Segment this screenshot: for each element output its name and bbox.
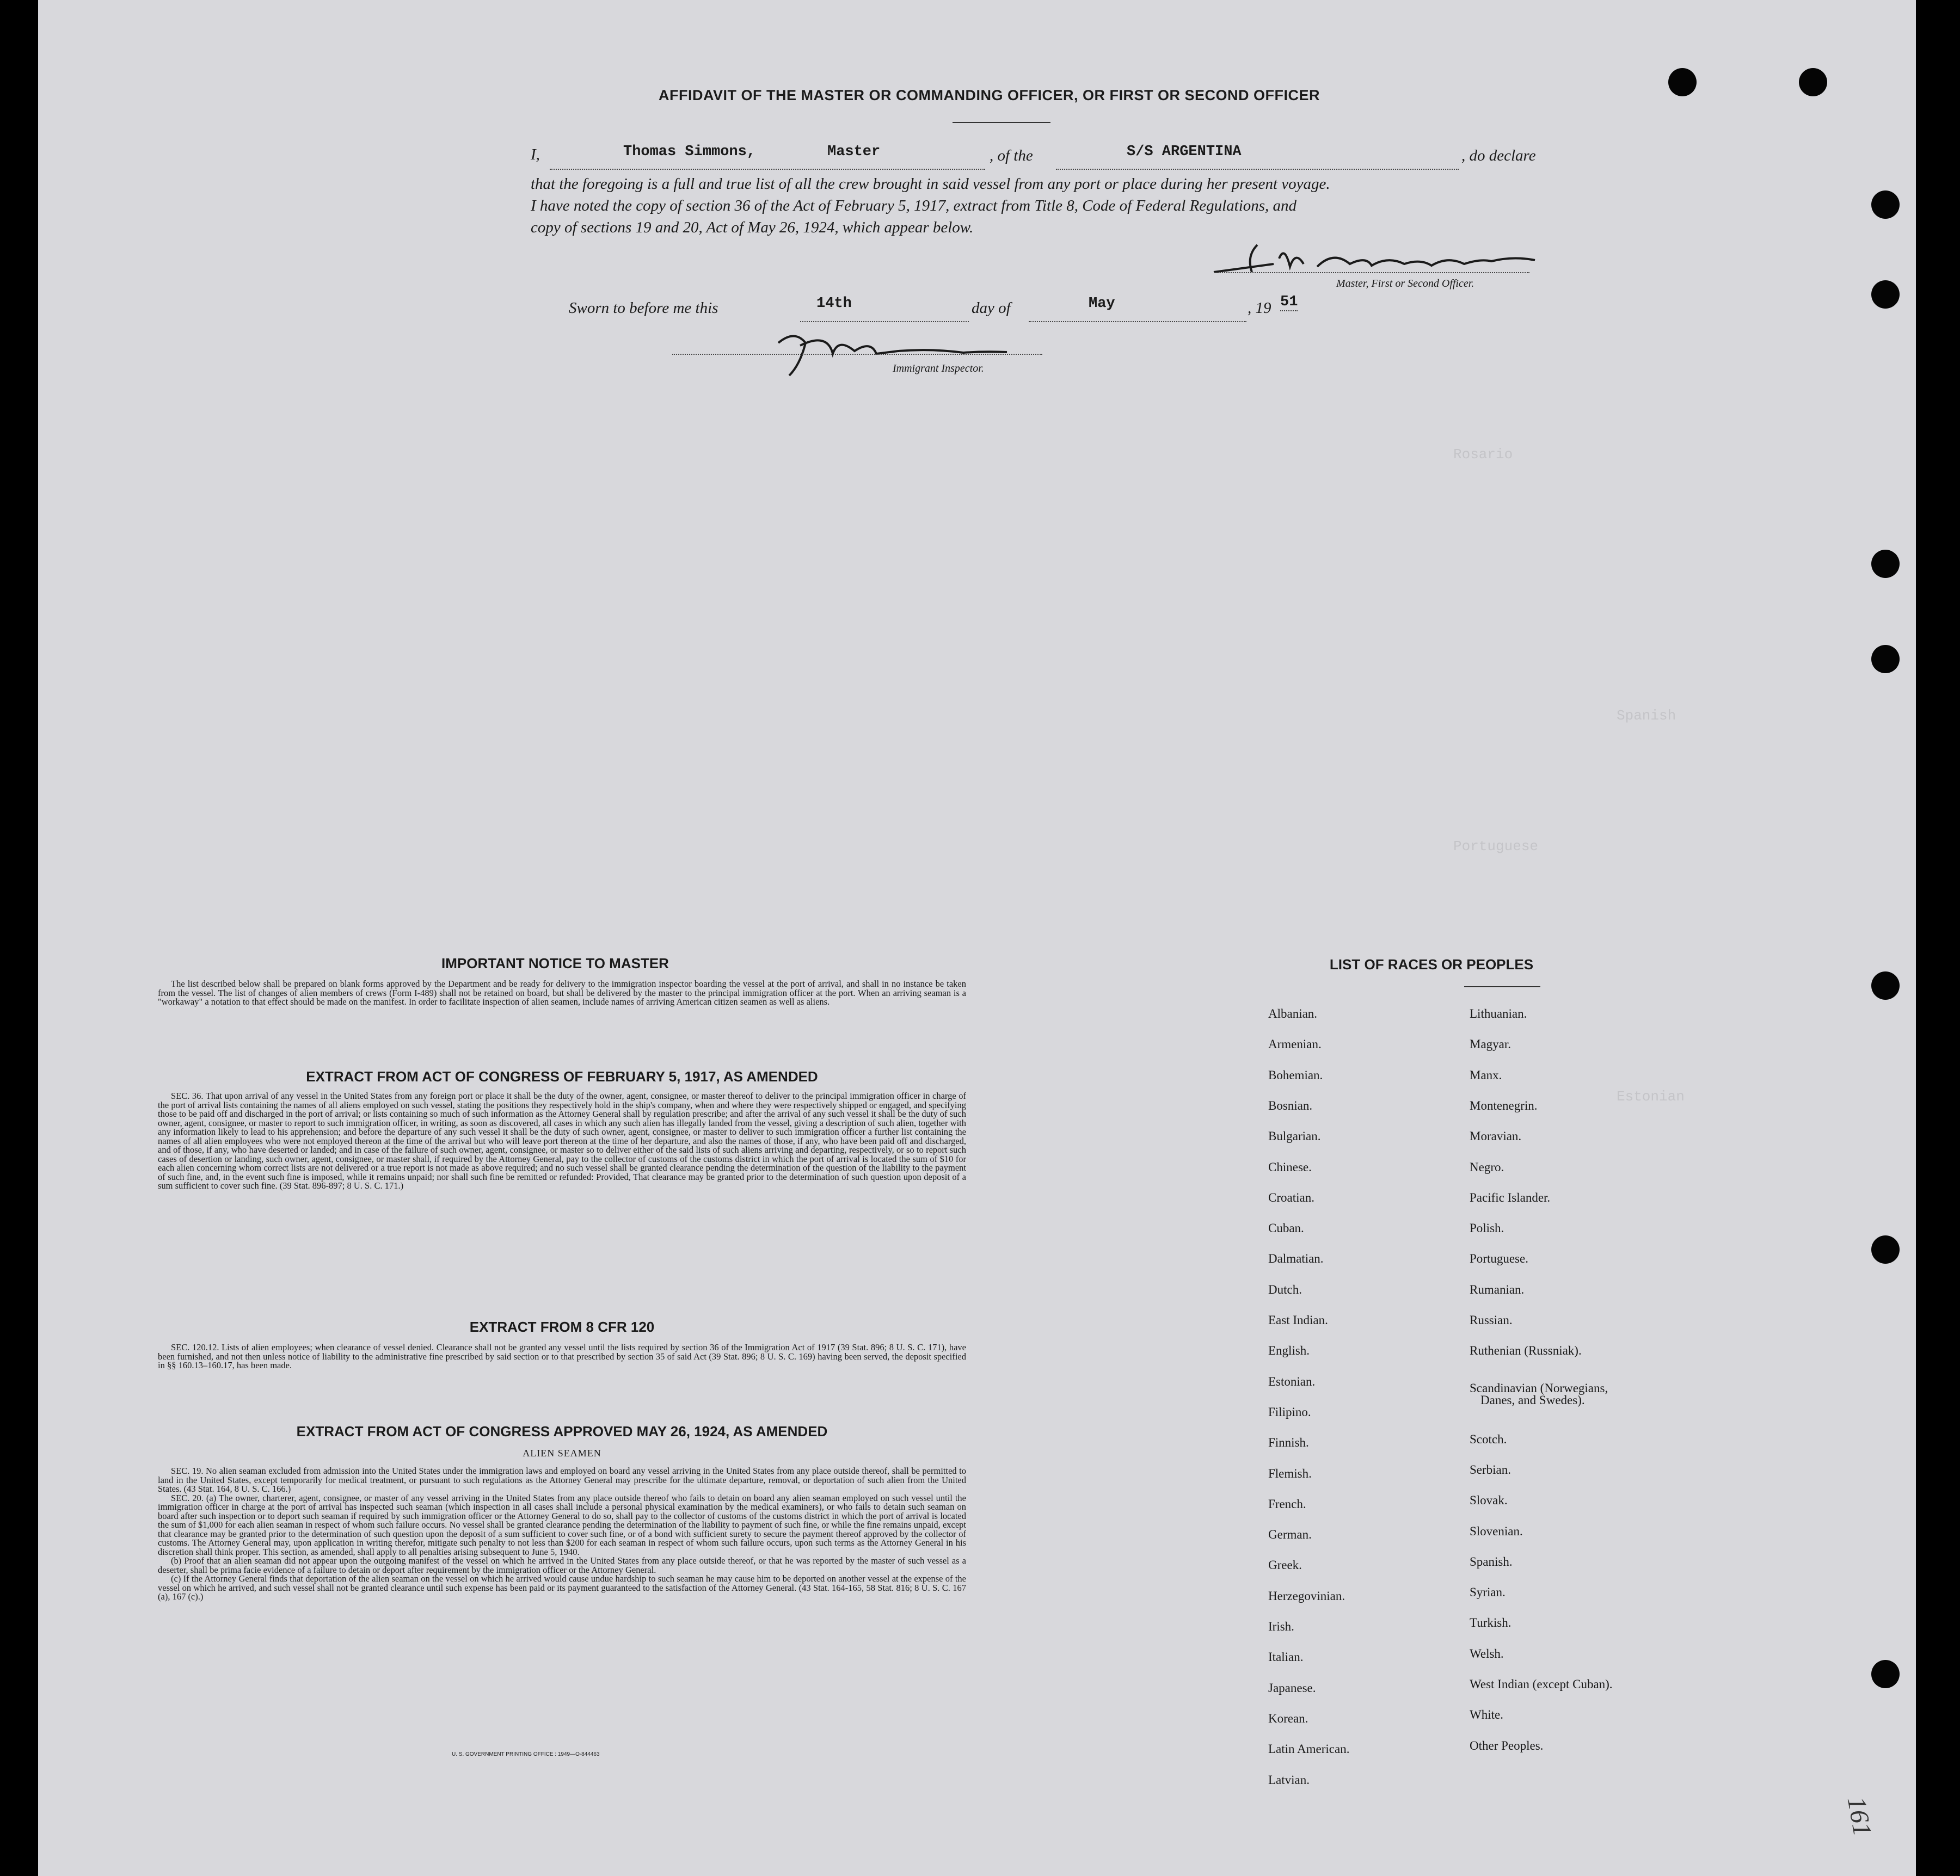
race-item: Serbian. — [1470, 1462, 1512, 1477]
printing-office-line: U. S. GOVERNMENT PRINTING OFFICE : 1949—O-844463 — [452, 1751, 600, 1757]
race-item: Turkish. — [1470, 1616, 1512, 1630]
race-item: Herzegovinian. — [1268, 1589, 1345, 1603]
section-20b: (b) Proof that an alien seaman did not appear upon the outgoing manifest of the vessel on which he arrived in the United States from any place outside thereof, or that he was reported by the master of such vessel as a deserter, shall be prima facie evidence of a failure to detain or deport after requirement by the immigration officer or the Attorney General. — [158, 1555, 966, 1575]
races-title-rule — [1464, 986, 1540, 987]
extract-1924-title: EXTRACT FROM ACT OF CONGRESS APPROVED MAY 26, 1924, AS AMENDED — [296, 1423, 828, 1440]
vessel-name: S/S ARGENTINA — [1127, 144, 1242, 160]
declare-label: , do declare — [1461, 147, 1536, 164]
sworn-month: May — [1089, 296, 1115, 312]
race-item: Chinese. — [1268, 1160, 1312, 1174]
affidavit-line-4: copy of sections 19 and 20, Act of May 26, 1924, which appear below. — [531, 219, 974, 236]
document-page — [38, 0, 1916, 1876]
race-item: Russian. — [1470, 1313, 1513, 1327]
extract-1917-title: EXTRACT FROM ACT OF CONGRESS OF FEBRUARY 5, 1917, AS AMENDED — [306, 1068, 818, 1085]
race-item: Polish. — [1470, 1221, 1504, 1235]
binder-hole — [1871, 971, 1900, 1000]
master-name-line — [550, 147, 985, 170]
race-item: Syrian. — [1470, 1585, 1506, 1600]
day-of-label: day of — [972, 299, 1011, 317]
title-rule — [953, 122, 1050, 123]
section-20a: SEC. 20. (a) The owner, charterer, agent, consignee, or master of any vessel arriving in the United States from any place outside thereof who fails to detain on board any alien seaman employed on such vessel until the immigration officer in charge at the port of arrival has inspected such seaman (which inspection in all cases shall include a personal physical examination by the medical examiners), or who fails to detain such seaman on board after such inspection or to deport such seaman if required by such immigration officer or the Attorney General to do so, shall pay to the collector of customs of the customs district in which the port of arrival is located the sum of $1,000 for each alien seaman in respect of whom such failure occurs. No vessel shall be granted clearance pending the determination of the liability to payment of such fine, or while the fine remains unpaid, except that clearance may be granted prior to the determination of such question upon the deposit of a sum sufficient to cover such fine, or of a bond with sufficient surety to secure the payment thereof approved by the collector of customs. The Attorney General may, upon application in writing therefor, mitigate such penalty to not less than $200 for each seaman in respect of whom such failure occurs, upon such terms as the Attorney General in his discretion shall think proper. This section, as amended, shall apply to all penalties arising subsequent to June 5, 1940. — [158, 1492, 966, 1557]
binder-hole — [1668, 68, 1697, 96]
month-line — [1029, 299, 1246, 322]
race-item: Finnish. — [1268, 1436, 1309, 1450]
race-item: White. — [1470, 1708, 1503, 1722]
race-item: Flemish. — [1268, 1466, 1312, 1480]
race-item: Magyar. — [1470, 1037, 1512, 1051]
race-item: Danes, and Swedes). — [1480, 1393, 1585, 1407]
extract-1924-subtitle: ALIEN SEAMEN — [523, 1448, 601, 1459]
race-item: Scandinavian (Norwegians, — [1470, 1381, 1608, 1395]
bleed-through-mark: Rosario — [1453, 446, 1513, 463]
race-item: Spanish. — [1470, 1554, 1513, 1569]
sworn-label: Sworn to before me this — [569, 299, 718, 317]
section-20c: (c) If the Attorney General finds that deportation of the alien seaman on the vessel on which he arrived would cause undue hardship to such seaman he may cause him to be deported on another vessel at the expense of the vessel on which he arrived, and such vessel shall not be granted clearance until such expense has been paid or its payment guaranteed to the satisfaction of the Attorney General. (43 Stat. 164-165, 58 Stat. 816; 8 U. S. C. 167 (a), 167 (c).) — [158, 1573, 966, 1602]
race-item: Latin American. — [1268, 1742, 1350, 1756]
race-item: Bosnian. — [1268, 1098, 1313, 1112]
race-item: Filipino. — [1268, 1405, 1311, 1419]
binder-hole — [1871, 190, 1900, 219]
race-item: Welsh. — [1470, 1646, 1504, 1660]
binder-hole — [1871, 1660, 1900, 1688]
race-item: Negro. — [1470, 1160, 1504, 1174]
binder-hole — [1871, 1235, 1900, 1264]
affidavit-line-3: I have noted the copy of section 36 of the Act of February 5, 1917, extract from Title 8, Code of Federal Regulations, and — [531, 197, 1297, 214]
race-item: East Indian. — [1268, 1313, 1328, 1327]
inspector-caption: Immigrant Inspector. — [893, 362, 984, 374]
extract-8cfr-title: EXTRACT FROM 8 CFR 120 — [469, 1319, 655, 1335]
race-item: West Indian (except Cuban). — [1470, 1677, 1613, 1691]
notice-text — [158, 980, 966, 1007]
affidavit-title: AFFIDAVIT OF THE MASTER OR COMMANDING OFFICER, OR FIRST OR SECOND OFFICER — [659, 87, 1320, 103]
extract-1917-text — [158, 1092, 966, 1191]
bleed-through-mark: Spanish — [1617, 708, 1676, 724]
year-suffix: 51 — [1280, 294, 1298, 310]
race-item: Dalmatian. — [1268, 1252, 1324, 1266]
master-title: Master — [827, 144, 881, 160]
race-item: English. — [1268, 1344, 1310, 1358]
extract-1917-paragraph: SEC. 36. That upon arrival of any vessel in the United States from any foreign port or place it shall be the duty of the owner, agent, consignee, or master thereof to deliver to the principal immigration officer in charge of the port of arrival lists containing the names of all aliens employed on such vessel, stating the positions they respectively hold in the ship's company, when and where they were respectively shipped or engaged, and specifying those to be paid off and discharged in the port of arrival; or lists containing so much of such information as the Attorney General shall by regulation prescribe; and after the arrival of any such vessel it shall be the duty of such owner, agent, consignee, or master to report to such immigration officer, in writing, as soon as discovered, all cases in which any such alien has illegally landed from the vessel, giving a description of such alien, together with any information likely to lead to his apprehension; and before the departure of any such vessel it shall be the duty of such owner, agent, consignee, or master to deliver to such immigration officer a further list containing the names of all alien employees who were not employed thereon at the time of the arrival but who will leave port thereon at the time of her departure, and also the names of those, if any, who have been paid off and discharged, and of those, if any, who have deserted or landed; and in case of the failure of such owner, agent, consignee, or master so to deliver either of the said lists of such aliens arriving and departing, respectively, or so to report such cases of desertion or landing, such owner, agent, consignee, or master shall, if required by the Attorney General, pay to the collector of customs of the customs district in which the port of arrival is located the sum of $10 for each alien concerning whom correct lists are not delivered or a true report is not made as above required; and no such vessel shall be granted clearance pending the determination of the question of the liability to the payment of such fine, and, in the event such fine is imposed, while it remains unpaid; nor shall such fine be remitted or refunded: Provided, That clearance may be granted prior to the determination of such question upon deposit of a sum sufficient to cover such fine. (39 Stat. 896-897; 8 U. S. C. 171.) — [158, 1091, 966, 1191]
year-prefix: , 19 — [1248, 299, 1271, 317]
race-item: Estonian. — [1268, 1374, 1316, 1388]
binder-hole — [1871, 550, 1900, 578]
master-signature — [1208, 234, 1562, 283]
race-item: Japanese. — [1268, 1681, 1316, 1695]
race-item: Rumanian. — [1470, 1282, 1525, 1296]
bleed-through-mark: Portuguese — [1453, 838, 1539, 854]
race-item: Bulgarian. — [1268, 1129, 1321, 1143]
race-item: Portuguese. — [1470, 1252, 1528, 1266]
race-item: Bohemian. — [1268, 1068, 1323, 1082]
master-caption: Master, First or Second Officer. — [1336, 278, 1474, 290]
race-item: Pacific Islander. — [1470, 1190, 1551, 1204]
race-item: Armenian. — [1268, 1037, 1322, 1051]
extract-8cfr-text — [158, 1343, 966, 1370]
race-item: Other Peoples. — [1470, 1738, 1544, 1752]
sworn-day: 14th — [816, 296, 852, 312]
margin-mark: 161 — [1841, 1794, 1877, 1838]
bleed-through-mark: Estonian — [1617, 1088, 1685, 1105]
section-19: SEC. 19. No alien seaman excluded from admission into the United States under the immigration laws and employed on board any vessel arriving in the United States from any place outside thereof, shall be permitted to land in the United States, except temporarily for medical treatment, or pursuant to such regulations as the Attorney General may prescribe for the ultimate departure, removal, or deportation of such alien from the United States. (43 Stat. 164, 8 U. S. C. 166.) — [158, 1466, 966, 1494]
master-name: Thomas Simmons, — [623, 144, 756, 160]
race-item: Montenegrin. — [1470, 1098, 1538, 1112]
binder-hole — [1871, 280, 1900, 309]
race-item: German. — [1268, 1528, 1312, 1542]
races-title: LIST OF RACES OR PEOPLES — [1329, 956, 1534, 973]
vessel-line — [1056, 147, 1459, 170]
race-item: Moravian. — [1470, 1129, 1522, 1143]
race-item: Albanian. — [1268, 1007, 1318, 1020]
race-item: Italian. — [1268, 1650, 1304, 1664]
affidavit-line-2: that the foregoing is a full and true list of all the crew brought in said vessel from any port or place during her present voyage. — [531, 175, 1330, 193]
affidavit-pronoun: I, — [531, 146, 540, 163]
notice-paragraph: The list described below shall be prepared on blank forms approved by the Department and be ready for delivery to the immigration inspector boarding the vessel at the port of arrival, and shall in no instance be taken from the vessel. The list of changes of alien members of crews (Form I-489) shall not be retained on board, but shall be delivered by the master to the principal immigration officer at the port. When an arriving seaman is a "workaway" a notation to that effect should be made on the manifest. In order to facilitate inspection of alien seamen, include names of arriving American citizen seamen as well as aliens. — [158, 979, 966, 1007]
extract-8cfr-paragraph: SEC. 120.12. Lists of alien employees; when clearance of vessel denied. Clearance shall not be granted any vessel until the lists required by section 36 of the Immigration Act of 1917 (39 Stat. 896; 8 U. S. C. 171), have been furnished, and not then unless notice of liability to the administrative fine prescribed by said section or to that prescribed by section 35 of said Act (39 Stat. 896; 8 U. S. C. 169) having been served, the deposit specified in §§ 160.13–160.17, has been made. — [158, 1342, 966, 1370]
master-signature-line — [1214, 272, 1529, 273]
binder-hole — [1799, 68, 1827, 96]
race-item: Greek. — [1268, 1558, 1302, 1572]
race-item: Manx. — [1470, 1068, 1502, 1082]
race-item: Lithuanian. — [1470, 1007, 1527, 1020]
extract-1924-text — [158, 1467, 966, 1602]
race-item: Latvian. — [1268, 1773, 1310, 1787]
race-item: Croatian. — [1268, 1190, 1314, 1204]
race-item: Dutch. — [1268, 1282, 1302, 1296]
binder-hole — [1871, 645, 1900, 673]
of-the-label: , of the — [990, 147, 1033, 164]
race-item: Cuban. — [1268, 1221, 1304, 1235]
race-item: Irish. — [1268, 1620, 1294, 1633]
race-item: Ruthenian (Russniak). — [1470, 1344, 1582, 1358]
race-item: Korean. — [1268, 1711, 1308, 1725]
race-item: Scotch. — [1470, 1432, 1507, 1446]
notice-title: IMPORTANT NOTICE TO MASTER — [441, 955, 669, 971]
race-item: Slovenian. — [1470, 1524, 1523, 1538]
race-item: French. — [1268, 1497, 1306, 1511]
inspector-signature-line — [672, 354, 1042, 355]
race-item: Slovak. — [1470, 1493, 1508, 1508]
